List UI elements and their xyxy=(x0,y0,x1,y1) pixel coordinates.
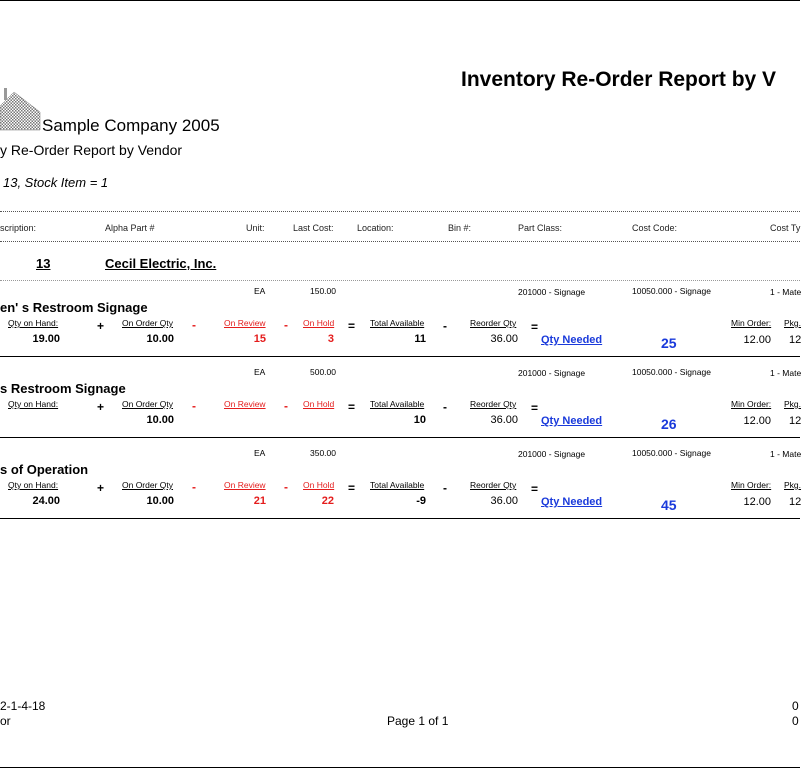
col-cost-code: Cost Code: xyxy=(632,223,678,233)
label-min-order: Min Order: xyxy=(731,318,772,328)
vendor-rule xyxy=(0,280,800,281)
item-divider xyxy=(0,518,800,519)
op-minus: - xyxy=(443,481,447,495)
footer-left-line2: or xyxy=(0,714,11,728)
item-description: en' s Restroom Signage xyxy=(0,300,148,315)
label-on-order-qty: On Order Qty xyxy=(122,318,174,328)
item-last-cost: 350.00 xyxy=(310,448,336,458)
value-on-review: 15 xyxy=(253,333,266,345)
item-cost-code: 10050.000 - Signage xyxy=(632,367,711,377)
header-top-rule xyxy=(0,211,800,212)
item-last-cost: 500.00 xyxy=(310,367,336,377)
footer-right-line2: 0 xyxy=(792,714,799,728)
item-cost-type: 1 - Mate xyxy=(770,449,802,459)
label-pkg: Pkg. xyxy=(784,480,802,490)
value-min-order: 12.00 xyxy=(743,334,771,346)
item-description: s of Operation xyxy=(0,462,89,477)
op-equals: = xyxy=(348,400,356,414)
value-qty-needed: 45 xyxy=(661,497,677,513)
item-description: s Restroom Signage xyxy=(0,381,126,396)
qty-needed-link[interactable]: Qty Needed xyxy=(541,415,603,427)
value-on-order: 10.00 xyxy=(146,495,174,507)
value-on-review: 21 xyxy=(253,495,266,507)
label-min-order: Min Order: xyxy=(731,480,772,490)
value-reorder-qty: 36.00 xyxy=(490,414,518,426)
qty-needed-link[interactable]: Qty Needed xyxy=(541,334,603,346)
col-bin: Bin #: xyxy=(448,223,472,233)
value-qty-on-hand: 24.00 xyxy=(32,495,60,507)
op-plus: + xyxy=(97,400,105,414)
op-minus: - xyxy=(192,480,196,494)
op-minus: - xyxy=(192,399,196,413)
col-part-class: Part Class: xyxy=(518,223,563,233)
value-qty-on-hand: 19.00 xyxy=(32,333,60,345)
op-equals: = xyxy=(531,401,539,415)
label-on-hold: On Hold xyxy=(303,480,335,490)
item-part-class: 201000 - Signage xyxy=(518,368,586,378)
value-min-order: 12.00 xyxy=(743,496,771,508)
item-cost-code: 10050.000 - Signage xyxy=(632,286,711,296)
page-number: Page 1 of 1 xyxy=(387,714,449,728)
item-part-class: 201000 - Signage xyxy=(518,449,586,459)
label-min-order: Min Order: xyxy=(731,399,772,409)
qty-needed-link[interactable]: Qty Needed xyxy=(541,496,603,508)
label-on-review: On Review xyxy=(224,318,266,328)
value-qty-needed: 25 xyxy=(661,335,677,351)
label-total-available: Total Available xyxy=(370,480,425,490)
label-on-review: On Review xyxy=(224,399,266,409)
label-reorder-qty: Reorder Qty xyxy=(470,318,517,328)
report-subtitle: y Re-Order Report by Vendor xyxy=(0,142,183,158)
op-plus: + xyxy=(97,481,105,495)
value-on-order: 10.00 xyxy=(146,414,174,426)
value-on-order: 10.00 xyxy=(146,333,174,345)
col-description: scription: xyxy=(0,223,37,233)
footer-left-line1: 2-1-4-18 xyxy=(0,699,46,713)
col-location: Location: xyxy=(357,223,394,233)
label-reorder-qty: Reorder Qty xyxy=(470,399,517,409)
label-on-order-qty: On Order Qty xyxy=(122,399,174,409)
label-reorder-qty: Reorder Qty xyxy=(470,480,517,490)
col-unit: Unit: xyxy=(246,223,265,233)
value-pkg: 12 xyxy=(789,334,802,346)
value-pkg: 12 xyxy=(789,415,802,427)
op-plus: + xyxy=(97,319,105,333)
value-total-available: -9 xyxy=(416,495,426,507)
label-on-review: On Review xyxy=(224,480,266,490)
item-part-class: 201000 - Signage xyxy=(518,287,586,297)
label-pkg: Pkg. xyxy=(784,399,802,409)
page-top-border xyxy=(0,0,800,1)
label-qty-on-hand: Qty on Hand: xyxy=(8,399,59,409)
col-cost-type: Cost Ty xyxy=(770,223,801,233)
company-building-icon xyxy=(0,86,42,132)
vendor-name: Cecil Electric, Inc. xyxy=(105,256,217,271)
value-pkg: 12 xyxy=(789,496,802,508)
op-minus: - xyxy=(443,319,447,333)
op-minus: - xyxy=(284,480,288,494)
label-pkg: Pkg. xyxy=(784,318,802,328)
value-min-order: 12.00 xyxy=(743,415,771,427)
op-equals: = xyxy=(531,482,539,496)
col-last-cost: Last Cost: xyxy=(293,223,334,233)
value-reorder-qty: 36.00 xyxy=(490,333,518,345)
label-on-order-qty: On Order Qty xyxy=(122,480,174,490)
op-equals: = xyxy=(348,319,356,333)
value-reorder-qty: 36.00 xyxy=(490,495,518,507)
item-divider xyxy=(0,356,800,357)
report-filter: 13, Stock Item = 1 xyxy=(3,175,109,190)
company-name: Sample Company 2005 xyxy=(42,116,220,135)
op-minus: - xyxy=(284,399,288,413)
item-unit: EA xyxy=(254,286,266,296)
value-qty-needed: 26 xyxy=(661,416,677,432)
op-minus: - xyxy=(284,318,288,332)
label-on-hold: On Hold xyxy=(303,399,335,409)
op-minus: - xyxy=(192,318,196,332)
op-equals: = xyxy=(531,320,539,334)
label-total-available: Total Available xyxy=(370,318,425,328)
item-cost-code: 10050.000 - Signage xyxy=(632,448,711,458)
vendor-number: 13 xyxy=(36,256,51,271)
value-total-available: 11 xyxy=(414,333,426,345)
col-alpha-part: Alpha Part # xyxy=(105,223,155,233)
value-total-available: 10 xyxy=(413,414,426,426)
report-title: Inventory Re-Order Report by V xyxy=(461,68,777,91)
footer-right-line1: 0 xyxy=(792,699,799,713)
label-qty-on-hand: Qty on Hand: xyxy=(8,480,59,490)
item-unit: EA xyxy=(254,367,266,377)
op-minus: - xyxy=(443,400,447,414)
item-divider xyxy=(0,437,800,438)
label-total-available: Total Available xyxy=(370,399,425,409)
value-on-hold: 22 xyxy=(321,495,334,507)
header-bottom-rule xyxy=(0,241,800,242)
item-last-cost: 150.00 xyxy=(310,286,336,296)
op-equals: = xyxy=(348,481,356,495)
label-qty-on-hand: Qty on Hand: xyxy=(8,318,59,328)
item-cost-type: 1 - Mate xyxy=(770,368,802,378)
value-on-hold: 3 xyxy=(327,333,334,345)
label-on-hold: On Hold xyxy=(303,318,335,328)
item-cost-type: 1 - Mate xyxy=(770,287,802,297)
item-unit: EA xyxy=(254,448,266,458)
